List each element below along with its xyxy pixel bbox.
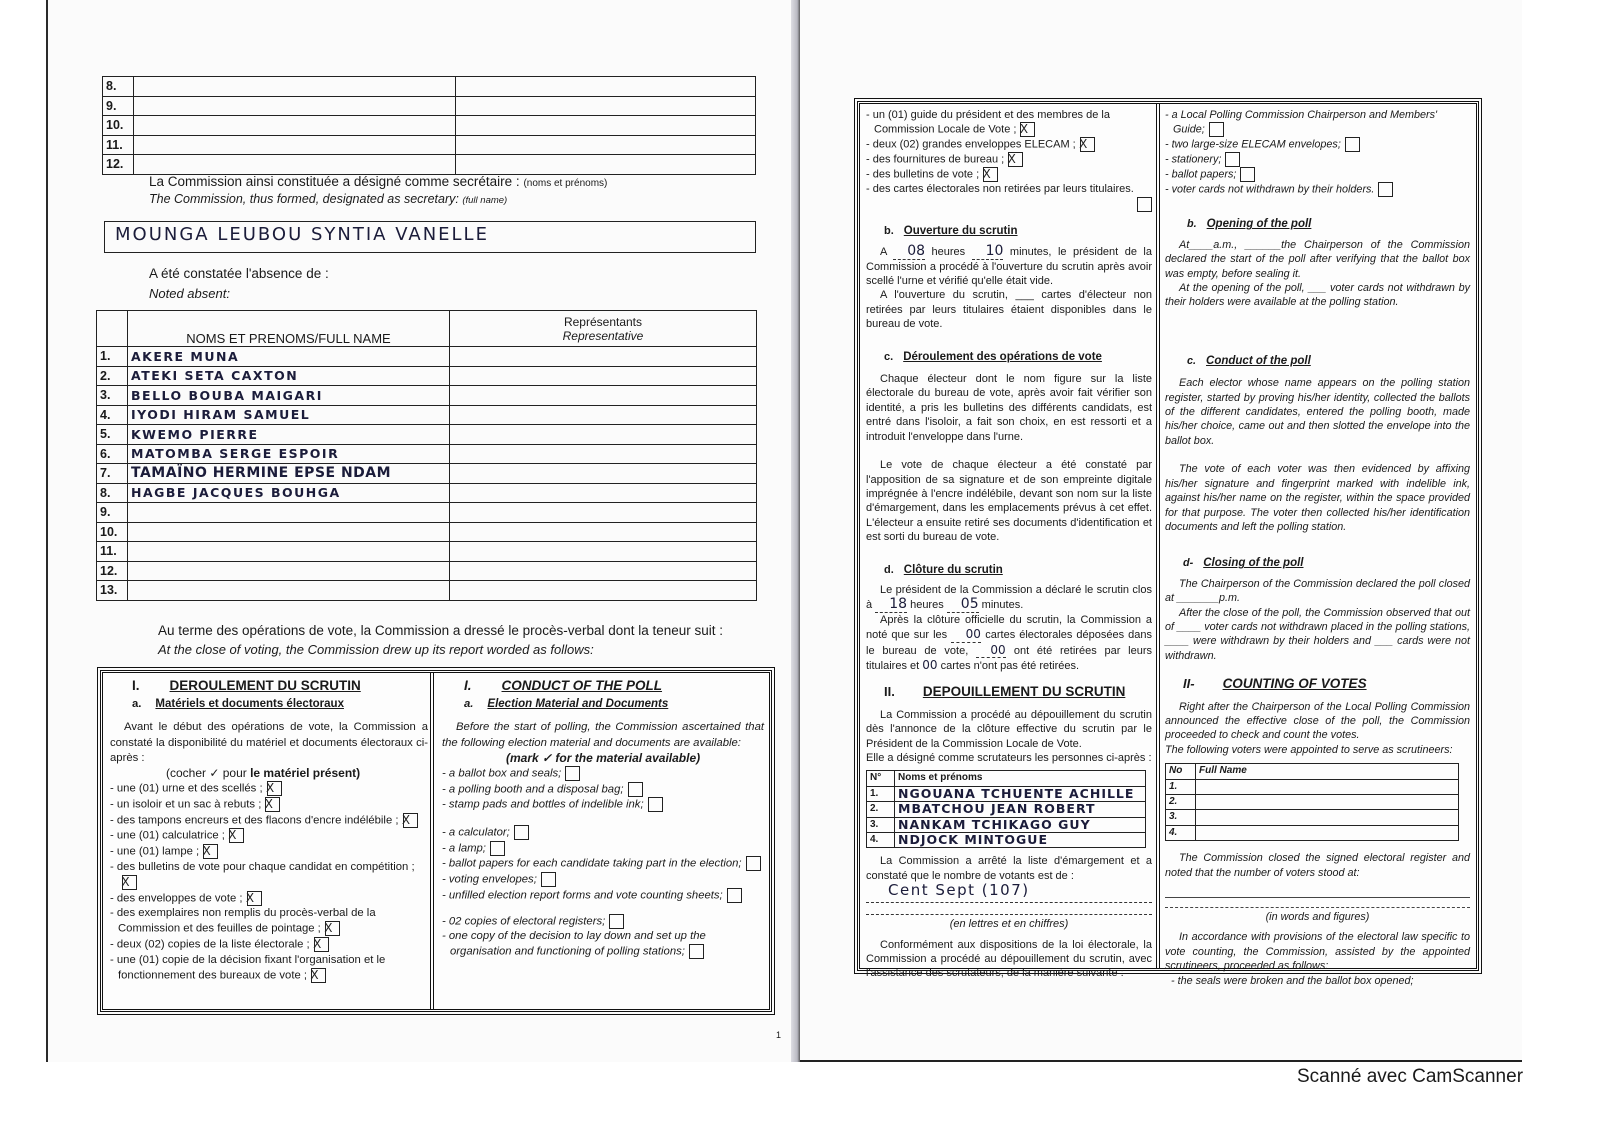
table-row: 4. [1166,825,1459,840]
table-row [97,444,757,464]
secretary-name-field[interactable]: MOUNGA LEUBOU SYNTIA VANELLE [104,221,756,253]
name-cell[interactable] [134,116,456,136]
subsection-title-voting-fr: Déroulement des opérations de vote [903,350,1102,363]
subsection-title-closing-en: Closing of the poll [1203,557,1304,570]
cards-withdrawn-field[interactable]: 00 [976,643,1006,658]
table-row [97,483,757,503]
table-row [97,522,757,542]
material-item: - stationery; [1165,152,1470,167]
row-number: 2. [97,366,128,386]
absent-name[interactable] [128,522,450,542]
material-item: - des fournitures de bureau ; X [866,152,1152,167]
report-en-column: - a Local Polling Commission Chairperson and Members' Guide; - two large-size ELECAM envelopes; - stationery; - ballot papers; - voter cards not withdrawn by their holders. b. Opening of the poll At____a.m., ______the Chairperson of the Commission declared the start of the poll after verifying that the ballot box was empty, before sealing it. At the opening of the poll, ___ voter cards not withdrawn by their holders were available at the polling station. c. Conduct of the poll Each elector whose name appears on the polling station register, started by proving his/her identity, collected the ballots of the different candidates, entered the polling booth, made his/her choice, came out and then slotted the envelope into the ballot box. The vote of each voter was then evidenced by affixing his/her signature and fingerprint marked with indelible ink, against his/her name on the register, within the space provided for that purpose. The voter then collected his/her identification documents and left the polling station. d- Closing of the poll The Chairperson of the Commission declared the poll closed at _______p.m. After the close of the poll, the Commission observed that out of ____ voter cards not withdrawn placed in the polling stations, ____ were withdrawn by their holders and ___ cards were not withdrawn. II- COUNTING OF VOTES Right after the Chairperson of the Local Polling Commission announced the effective close of the poll, the Commission proceeded to check and count the votes. The following voters were appointed to serve as scrutineers: No Full Name 1. 2. 3. 4. The Commission closed the signed electoral register and noted that the number of voters stood at: (in words and figures) In accordance with provisions of the electoral law specific to vote counting, the Commission, assisted by the appointed scrutineers, proceeded as follows: - the seals were broken and the ballot box opened; [1165,109,1470,987]
material-item: - a lamp; [442,841,764,857]
absent-name[interactable] [128,581,450,601]
header-representative: Représentants Representative [450,311,757,347]
checkbox[interactable]: X [403,813,418,828]
scrutineer-name[interactable]: NGOUANA TCHUENTE ACHILLE [895,786,1146,801]
material-item: - voter cards not withdrawn by their holders. [1165,182,1470,197]
table-row: 1. [1166,779,1459,794]
representative-cell[interactable] [456,135,756,155]
material-item: - un isoloir et un sac à rebuts ; X [110,797,428,813]
subsection-title-opening-fr: Ouverture du scrutin [903,224,1018,237]
checkbox[interactable] [1378,182,1393,197]
material-item: - une (01) calculatrice ; X [110,828,428,844]
representative-cell[interactable] [450,503,757,523]
row-number: 12. [103,155,134,175]
row-number: 12. [97,561,128,581]
representative-cell[interactable] [450,425,757,445]
section-en-column: I. CONDUCT OF THE POLL a. Election Material and Documents Before the start of polling, the Commission ascertained that the following election material and documents are available: (mark ✓ for the material available) - a ballot box and seals; - a polling booth and a disposal bag; - stamp pads and bottles of indelible ink; - a calculator; - a lamp; - ballot papers for each candidate taking part in the election; - voting envelopes; - unfilled election report forms and vote counting sheets; - 02 copies of electoral registers; - one copy of the decision to lay down and set up the organisation and functioning of polling stations; [442,678,764,960]
table-row [97,347,757,367]
representative-cell[interactable] [450,542,757,562]
row-number: 6. [97,444,128,464]
scrutineer-name[interactable] [1196,825,1459,840]
checkbox[interactable] [689,944,704,959]
absent-name[interactable]: IYODI HIRAM SAMUEL [128,405,450,425]
checkbox[interactable] [1225,152,1240,167]
representative-cell[interactable] [456,116,756,136]
checkbox[interactable] [609,914,624,929]
checkbox[interactable]: X [1008,152,1023,167]
closing-hours-field[interactable]: 18 [875,597,907,612]
subsection-title-fr: Matériels et documents électoraux [155,698,344,711]
table-row [97,366,757,386]
table-row [97,503,757,523]
table-row [103,135,756,155]
instruction-fr: (cocher ✓ pour le matériel présent) [166,766,361,781]
checkbox[interactable] [1345,137,1360,152]
report-fr-column: - un (01) guide du président et des membres de la Commission Locale de Vote ; X - deux (02) grandes enveloppes ELECAM ; X - des fournitures de bureau ; X - des bulletins de vote ; X - des cartes électorales non retirées par leurs titulaires. b. Ouverture du scrutin A 08 heures 10 minutes, le président de la Commission a procédé à l'ouverture du scrutin après avoir scellé l'urne et vérifié qu'elle était vide. A l'ouverture du scrutin, ___ cartes d'électeur non retirées par leurs titulaires étaient disponibles dans le bureau de vote. c. Déroulement des opérations de vote Chaque électeur dont le nom figure sur la liste électorale du bureau de vote, après avoir fait vérifier son identité, a pris les bulletins des différents candidats, est entré dans l'isoloir, a fait son choix, en est ressorti et a introduit l'enveloppe dans l'urne. Le vote de chaque électeur a été constaté par l'apposition de sa signature et de son empreinte digitale imprégnée à l'encre indélébile, devant son nom sur la liste d'émargement, dans les emplacements prévus à cet effet. L'électeur a ensuite retiré ses documents d'identification et est sorti du bureau de vote. d. Clôture du scrutin Le président de la Commission a déclaré le scrutin clos à 18 heures 05 minutes. Après la clôture officielle du scrutin, la Commission a noté que sur les 00 cartes électorales déposées dans le bureau de vote, 00 ont été retirées par leurs titulaires et 00 cartes n'ont pas été retirées. II. DEPOUILLEMENT DU SCRUTIN La Commission a procédé au dépouillement du scrutin dès l'annonce de la clôture effective du scrutin par le Président de la Commission Locale de Vote. Elle a désigné comme scrutateurs les personnes ci-après : N° Noms et prénoms 1. NGOUANA TCHUENTE ACHILLE 2. MBATCHOU JEAN ROBERT 3. NANKAM TCHIKAGO GUY 4. NDJOCK MINTOGUE La Commission a arrêté la liste d'émargement et a constaté que le nombre de votants est de : Cent Sept (107) (en lettres et en chiffres) Conformément aux dispositions de la loi électorale, la Commission a procédé au dépouillement du scrutin, avec l'assistance des scrutateurs, de la manière suivante : [866,109,1153,980]
material-item: - two large-size ELECAM envelopes; [1165,137,1470,152]
header-full-name: NOMS ET PRENOMS/FULL NAME [128,311,450,347]
report-intro-en: At the close of voting, the Commission drew up its report worded as follows: [158,642,594,657]
material-item: - a polling booth and a disposal bag; [442,782,764,798]
table-row [97,386,757,406]
table-row [97,425,757,445]
absent-name[interactable]: KWEMO PIERRE [128,425,450,445]
name-cell[interactable] [134,135,456,155]
name-cell[interactable] [134,96,456,116]
scrutineer-name[interactable] [1196,795,1459,810]
opening-paragraph-fr: A 08 heures 10 minutes, le président de la Commission a procédé à l'ouverture du scrutin après avoir scellé l'urne et vérifié qu'elle était vide. [866,243,1152,288]
absent-name[interactable] [128,503,450,523]
checkbox[interactable]: X [203,844,218,859]
table-row [103,116,756,136]
table-row [97,581,757,601]
column-divider [430,672,434,1010]
instruction-en: (mark ✓ for the material available) [506,750,701,765]
absent-label-en: Noted absent: [149,286,230,301]
scrutineers-table-en: No Full Name 1. 2. 3. 4. [1165,763,1459,841]
representative-cell[interactable] [450,581,757,601]
checkbox[interactable]: X [229,828,244,843]
checkbox[interactable] [746,856,761,871]
row-number: 5. [97,425,128,445]
row-number: 11. [97,542,128,562]
table-row: 2. [1166,795,1459,810]
material-item: - des enveloppes de vote ; X [110,891,428,907]
voters-count-field-en[interactable] [1165,880,1470,898]
table-row: 3. [1166,810,1459,825]
scrutineer-name[interactable] [1196,810,1459,825]
representative-cell[interactable] [450,405,757,425]
scrutineers-table-fr: N° Noms et prénoms 1. NGOUANA TCHUENTE ACHILLE 2. MBATCHOU JEAN ROBERT 3. NANKAM TCHIKAGO GUY 4. NDJOCK MINTOGUE [866,770,1146,848]
table-row: 3. NANKAM TCHIKAGO GUY [867,817,1146,832]
checkbox[interactable]: X [247,891,262,906]
checkbox[interactable] [1240,167,1255,182]
checkbox[interactable]: X [314,937,329,952]
material-item: - one copy of the decision to lay down and set up the organisation and functioning of polling stations; [442,930,706,958]
table-row: 1. NGOUANA TCHUENTE ACHILLE [867,786,1146,801]
representative-cell[interactable] [450,366,757,386]
checkbox[interactable] [727,888,742,903]
absent-table [96,310,757,601]
voters-count-field[interactable]: Cent Sept (107) [866,883,1152,903]
material-item: - deux (02) grandes enveloppes ELECAM ; X [866,137,1152,152]
material-item: - des bulletins de vote ; X [866,167,1152,182]
representative-cell[interactable] [450,347,757,367]
representative-cell[interactable] [450,561,757,581]
material-item: - des tampons encreurs et des flacons d'encre indélébile ; X [110,813,428,829]
row-number: 13. [97,581,128,601]
representative-cell[interactable] [450,483,757,503]
secretary-label-fr: La Commission ainsi constituée a désigné comme secrétaire : (noms et prénoms) [149,174,608,189]
representative-cell[interactable] [456,96,756,116]
table-row [103,155,756,175]
page-number: 1 [776,1030,782,1040]
checkbox[interactable]: X [267,781,282,796]
absent-label-fr: A été constatée l'absence de : [149,266,329,281]
checkbox[interactable]: X [325,921,340,936]
absent-name[interactable] [128,561,450,581]
scrutineer-name[interactable] [1196,779,1459,794]
checkbox[interactable] [514,825,529,840]
table-row [97,405,757,425]
checkbox[interactable]: X [311,968,326,983]
section-fr-column: I. DEROULEMENT DU SCRUTIN a. Matériels et documents électoraux Avant le début des opérations de vote, la Commission a constaté la disponibilité du matériel et documents électoraux ci-après : (cocher ✓ pour le matériel présent) - une (01) urne et des scellés ; X - un isoloir et un sac à rebuts ; X - des tampons encreurs et des flacons d'encre indélébile ; X - une (01) calculatrice ; X - une (01) lampe ; X - des bulletins de vote pour chaque candidat en compétition ;X - des enveloppes de vote ; X - des exemplaires non remplis du procès-verbal de la Commission et des feuilles de pointage ; X - deux (02) copies de la liste électorale ; X - une (01) copie de la décision fixant l'organisation et le fonctionnement des bureaux de vote ; X [110,678,428,983]
closing-minutes-field[interactable]: 05 [947,597,979,612]
members-table-tail [102,76,756,175]
report-intro-fr: Au terme des opérations de vote, la Commission a dressé le procès-verbal dont la teneur suit : [158,623,724,638]
subsection-title-opening-en: Opening of the poll [1206,218,1312,231]
checkbox[interactable] [1209,122,1224,137]
checkbox[interactable] [541,872,556,887]
row-number: 9. [103,96,134,116]
checkbox[interactable] [648,797,663,812]
scrutineer-name[interactable]: NANKAM TCHIKAGO GUY [895,817,1146,832]
absent-name[interactable]: MATOMBA SERGE ESPOIR [128,444,450,464]
representative-cell[interactable] [450,386,757,406]
row-number: 11. [103,135,134,155]
absent-name[interactable]: AKERE MUNA [128,347,450,367]
checkbox[interactable]: X [265,797,280,812]
name-cell[interactable] [134,155,456,175]
opening-hours-field[interactable]: 08 [893,244,925,259]
absent-name[interactable]: TAMAÏNO HERMINE EPSE NDAM [128,464,450,484]
representative-cell[interactable] [450,444,757,464]
camscanner-watermark: Scanné avec CamScanner [1297,1066,1524,1087]
material-item: - des bulletins de vote pour chaque candidat en compétition ;X [110,860,415,889]
checkbox[interactable]: X [122,875,137,890]
representative-cell[interactable] [450,464,757,484]
absent-name[interactable]: ATEKI SETA CAXTON [128,366,450,386]
material-item: - stamp pads and bottles of indelible ink; [442,797,764,813]
subsection-title-conduct-en: Conduct of the poll [1206,354,1311,367]
material-item: - des exemplaires non remplis du procès-verbal de la Commission et des feuilles de pointage ; X [110,907,376,936]
scrutineer-name[interactable]: MBATCHOU JEAN ROBERT [895,802,1146,817]
material-item: - une (01) lampe ; X [110,844,428,860]
secretary-label-en: The Commission, thus formed, designated as secretary: (full name) [149,192,508,206]
table-row [97,542,757,562]
checkbox[interactable] [565,766,580,781]
material-item: - 02 copies of electoral registers; [442,914,764,930]
row-number: 8. [97,483,128,503]
material-item: - des cartes électorales non retirées par leurs titulaires. [866,183,1134,196]
checkbox[interactable] [490,841,505,856]
table-row [103,77,756,97]
material-item: - un (01) guide du président et des membres de la Commission Locale de Vote ; X [866,109,1110,137]
absent-name[interactable] [128,542,450,562]
representative-cell[interactable] [456,77,756,97]
table-row: 4. NDJOCK MINTOGUE [867,833,1146,848]
row-number: 9. [97,503,128,523]
cards-paragraph-fr: Après la clôture officielle du scrutin, la Commission a noté que sur les 00 cartes électorales déposées dans le bureau de vote, 00 ont été retirées par leurs titulaires et 00 cartes n'ont pas été retirées. [866,613,1153,672]
checkbox[interactable] [1137,197,1152,212]
material-item: - ballot papers for each candidate taking part in the election; [442,856,764,872]
representative-cell[interactable] [456,155,756,175]
row-number: 10. [103,116,134,136]
header-number [97,311,128,347]
cards-total-field[interactable]: 00 [951,627,981,642]
table-row: 2. MBATCHOU JEAN ROBERT [867,802,1146,817]
checkbox[interactable] [628,782,643,797]
material-item: - a calculator; [442,825,764,841]
subsection-title-closing-fr: Clôture du scrutin [903,563,1003,576]
row-number: 3. [97,386,128,406]
column-divider [1156,103,1160,969]
checkbox[interactable]: X [983,167,998,182]
material-item: - une (01) urne et des scellés ; X [110,781,428,797]
name-cell[interactable] [134,77,456,97]
section-title-en: CONDUCT OF THE POLL [501,678,663,693]
cards-not-withdrawn-field[interactable]: 00 [922,657,938,672]
row-number: 1. [97,347,128,367]
row-number: 10. [97,522,128,542]
material-item: - a ballot box and seals; [442,766,764,782]
row-number: 7. [97,464,128,484]
row-number: 8. [103,77,134,97]
representative-cell[interactable] [450,522,757,542]
closing-paragraph-fr: Le président de la Commission a déclaré le scrutin clos à 18 heures 05 minutes. [866,583,1152,613]
checkbox[interactable]: X [1080,137,1095,152]
opening-minutes-field[interactable]: 10 [972,244,1004,259]
checkbox[interactable]: X [1020,122,1035,137]
subsection-title-en: Election Material and Documents [487,698,669,711]
section-title-counting-fr: DEPOUILLEMENT DU SCRUTIN [922,684,1126,700]
table-row [103,96,756,116]
absent-name[interactable]: HAGBE JACQUES BOUHGA [128,483,450,503]
material-item: - deux (02) copies de la liste électorale ; X [110,937,428,953]
material-item: - unfilled election report forms and vote counting sheets; [442,888,764,904]
table-row [97,464,757,484]
row-number: 4. [97,405,128,425]
material-item: - voting envelopes; [442,872,764,888]
scrutineer-name[interactable]: NDJOCK MINTOGUE [895,833,1146,848]
section-title-counting-en: COUNTING OF VOTES [1222,676,1367,692]
material-item: - une (01) copie de la décision fixant l'organisation et le fonctionnement des bureaux de vote ; X [110,953,386,983]
material-item: - ballot papers; [1165,167,1470,182]
absent-name[interactable]: BELLO BOUBA MAIGARI [128,386,450,406]
table-row [97,561,757,581]
material-item: - a Local Polling Commission Chairperson and Members' Guide; [1165,109,1438,136]
section-title-fr: DEROULEMENT DU SCRUTIN [169,678,361,693]
